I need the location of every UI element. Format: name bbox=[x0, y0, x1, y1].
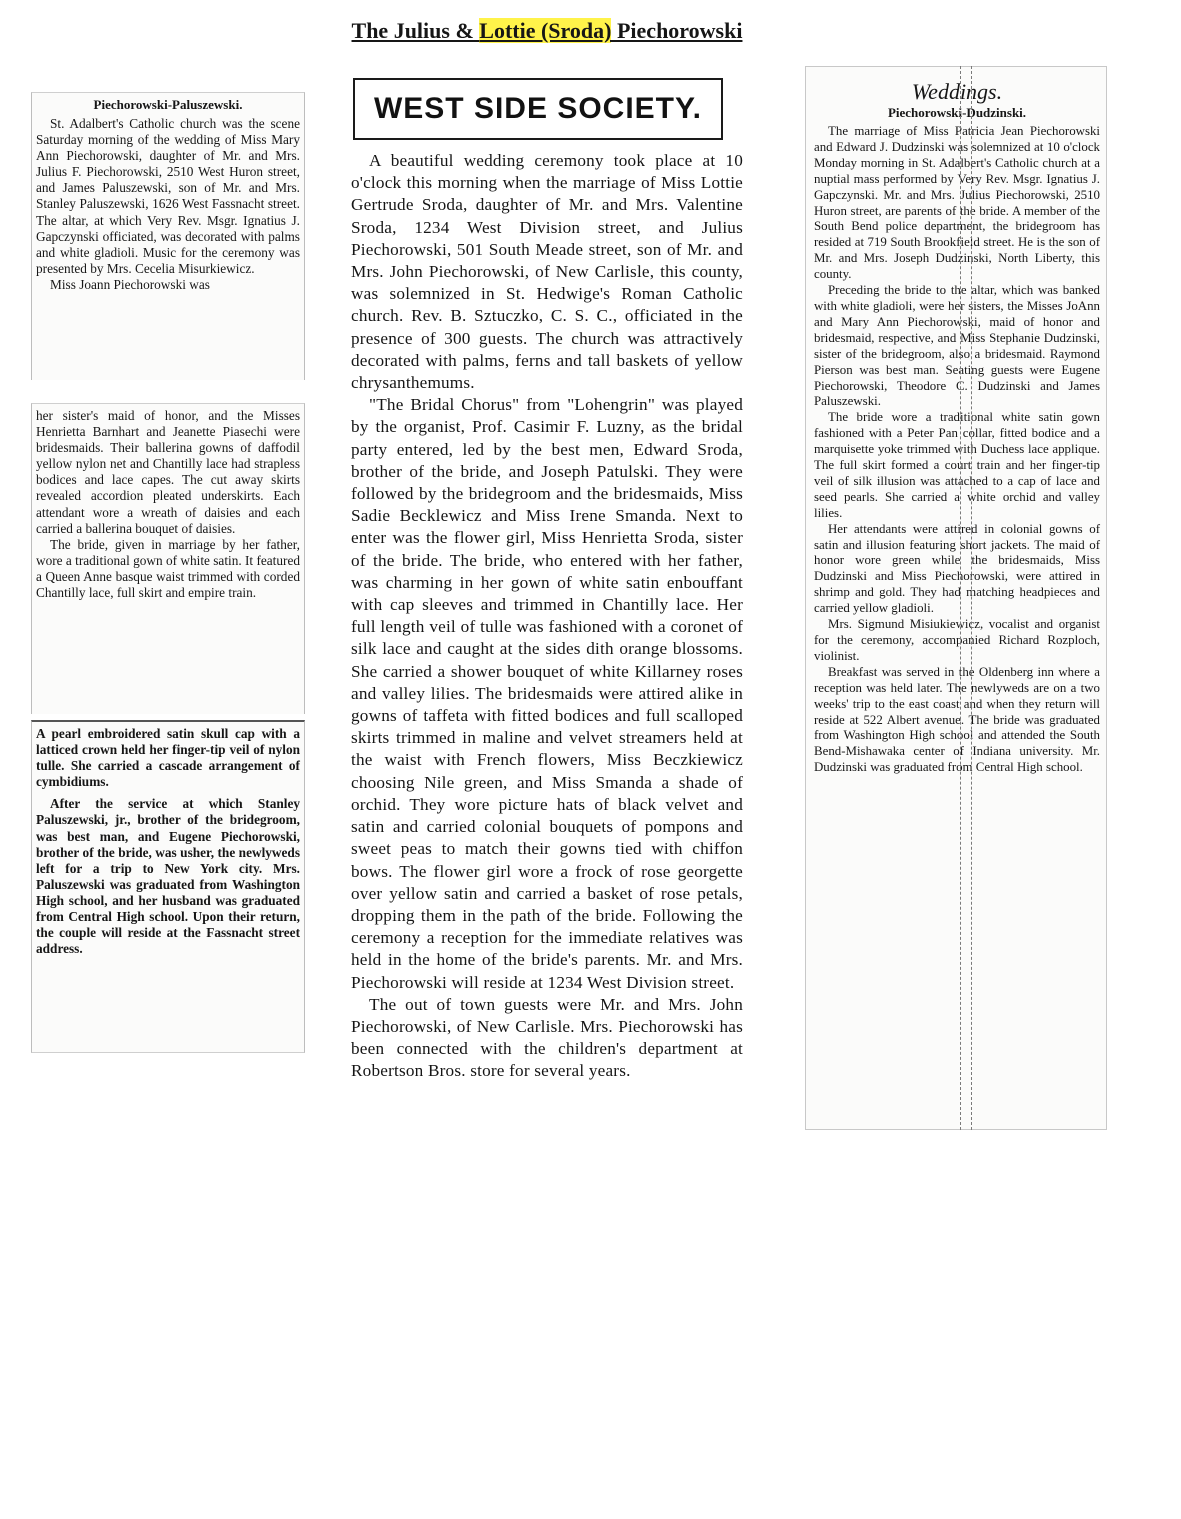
left-clipping-3 bbox=[31, 720, 305, 1053]
right-paragraph: The marriage of Miss Patricia Jean Piechorowski and Edward J. Dudzinski was solemnized at 10 o'clock Monday morning in St. Adalbert's Catholic church at a nuptial mass performed by Very Rev. Msgr. Ignatius J. Gapczynski. Mr. and Mrs. Julius Piechorowski, 2510 Huron street, are parents of the bride. A member of the South Bend police department, the bridegroom has resided at 719 South Brookfield street. He is the son of Mr. and Mrs. Joseph Dudzinski, North Liberty, this county. bbox=[814, 124, 1100, 282]
right-paragraph: Her attendants were attired in colonial gowns of satin and illusion featuring short jackets. The maid of honor wore green while the bridesmaids, Miss Dudzinski and Miss Piechorowski, were attired in shrimp and gold. They had matching headpieces and carried yellow gladioli. bbox=[814, 521, 1100, 616]
right-paragraph: The bride wore a traditional white satin gown fashioned with a Peter Pan collar, fitted bodice and a marquisette yoke trimmed with Duchess lace applique. The full skirt formed a court train and her finger-tip veil of silk illusion was attached to a cap of lace and seed pearls. She carried a white orchid and valley lilies. bbox=[814, 410, 1100, 520]
middle-clipping bbox=[347, 70, 747, 1470]
left-paragraph: Miss Joann Piechorowski was bbox=[50, 276, 210, 292]
section-banner: WEST SIDE SOCIETY. bbox=[353, 78, 723, 140]
title-suffix: Piechorowski bbox=[611, 18, 743, 43]
middle-paragraph: A beautiful wedding ceremony took place at 10 o'clock this morning when the marriage of Miss Lottie Gertrude Sroda, daughter of Mr. and Mrs. Valentine Sroda, 1234 West Division street, and Julius Piechorowski, 501 South Meade street, son of Mr. and Mrs. John Piechorowski, of New Carlisle, this county, was solemnized in St. Hedwige's Roman Catholic church. Rev. B. Sztuczko, C. S. C., officiated in the presence of 300 guests. The church was attractively decorated with palms, ferns and tall baskets of yellow chrysanthemums. bbox=[351, 151, 743, 393]
section-title: Weddings. bbox=[911, 79, 1003, 104]
right-clipping bbox=[805, 66, 1107, 1130]
right-paragraph: Preceding the bride to the altar, which was banked with white gladioli, were her sisters, the Misses JoAnn and Mary Ann Piechorowski, maid of honor and bridesmaid, respective, and Miss Stephanie Dudzinski, sister of the bridegroom, also a bridesmaid. Raymond Pierson was best man. Seating guests were Eugene Piechorowski, Theodore C. Dudzinski and James Paluszewski. bbox=[814, 283, 1100, 409]
left-paragraph: The bride, given in marriage by her father, wore a traditional gown of white satin. It featured a Queen Anne basque waist trimmed with corded Chantilly lace, full skirt and empire train. bbox=[36, 536, 301, 601]
left-paragraph: A pearl embroidered satin skull cap with a latticed crown held her finger-tip veil of nylon tulle. She carried a cascade arrangement of cymbidiums. bbox=[36, 726, 300, 790]
left-clipping-1 bbox=[31, 92, 305, 380]
middle-paragraph: "The Bridal Chorus" from "Lohengrin" was played by the organist, Prof. Casimir F. Luzny, as the bridal party entered, led by the best men, Edward Sroda, brother of the bride, and Joseph Patulski. They were followed by the bridegroom and the bridesmaids, Miss Sadie Becklewicz and Miss Irene Smanda. Next to enter was the flower girl, Miss Henrietta Sroda, sister of the bride. The bride, who entered with her father, was charming in her gown of white satin enbouffant with cap sleeves and trimmed in Chantilly lace. Her full length veil of tulle was fashioned with a coronet of silk lace and caught at the sides dith orange blossoms. She carried a shower bouquet of white Killarney roses and valley lilies. The bridesmaids were attired alike in gowns of taffeta with fitted bodices and full scalloped skirts trimmed in maline and velvet streamers held at the waist with French flowers, Miss Beczkiewicz choosing Nile green, and Miss Smanda a shade of orchid. They wore picture hats of black velvet and satin and carried colonial bouquets of pompons and sweet peas to match their gowns tied with chiffon bows. The flower girl wore a frock of rose georgette over yellow satin and carried a basket of rose petals, dropping them in the path of the bride. Following the ceremony a reception for the immediate relatives was held in the home of the bride's parents. Mr. and Mrs. Piechorowski will reside at 1234 West Division street. bbox=[351, 395, 743, 992]
middle-paragraph: The out of town guests were Mr. and Mrs. John Piechorowski, of New Carlisle. Mrs. Piechorowski has been connected with the children's department at Robertson Bros. store for several years. bbox=[351, 994, 743, 1081]
right-paragraph: Breakfast was served in the Oldenberg inn where a reception was held later. The newlyweds are on a two weeks' trip to the east coast and when they return will reside at 522 Albert avenue. The bride was graduated from Washington High school and attended the South Bend-Mishawaka center of Indiana university. Mr. Dudzinski was graduated from Central High school. bbox=[814, 664, 1100, 775]
title-prefix: The Julius & bbox=[351, 18, 480, 43]
right-paragraph: Mrs. Sigmund Misiukiewicz, vocalist and organist for the ceremony, accompanied Richard Rozploch, violinist. bbox=[814, 617, 1100, 663]
left-paragraph: St. Adalbert's Catholic church was the scene Saturday morning of the wedding of Miss Mary Ann Piechorowski, daughter of Mr. and Mrs. Julius F. Piechorowski, 2510 West Huron street, and James Paluszewski, son of Mr. and Mrs. Stanley Paluszewski, 1626 West Fassnacht street. The altar, at which Very Rev. Msgr. Ignatius J. Gapczynski officiated, was decorated with palms and white gladioli. Music for the ceremony was presented by Mrs. Cecelia Misurkiewicz. bbox=[36, 116, 300, 276]
page-title bbox=[0, 18, 1094, 44]
left-paragraph: her sister's maid of honor, and the Misses Henrietta Barnhart and Jeanette Piasechi were bridesmaids. Their ballerina gowns of daffodil yellow nylon net and Chantilly lace had strapless bodices and lace capes. The cut away skirts revealed accordion pleated underskirts. Each attendant wore a wreath of daisies and each carried a ballerina bouquet of daisies. bbox=[36, 408, 300, 536]
left-paragraph: After the service at which Stanley Paluszewski, jr., brother of the bridegroom, was best man, and Eugene Piechorowski, brother of the bride, was usher, the newlyweds left for a trip to New York city. Mrs. Paluszewski was graduated from Washington High school, and her husband was graduated from Central High school. Upon their return, the couple will reside at the Fassnacht street address. bbox=[36, 796, 300, 957]
left-headline: Piechorowski-Paluszewski. bbox=[93, 97, 243, 112]
middle-article bbox=[351, 150, 743, 1083]
left-clipping-2 bbox=[31, 403, 305, 714]
right-headline: Piechorowski-Dudzinski. bbox=[887, 105, 1027, 120]
title-highlight: Lottie (Sroda) bbox=[479, 18, 612, 43]
